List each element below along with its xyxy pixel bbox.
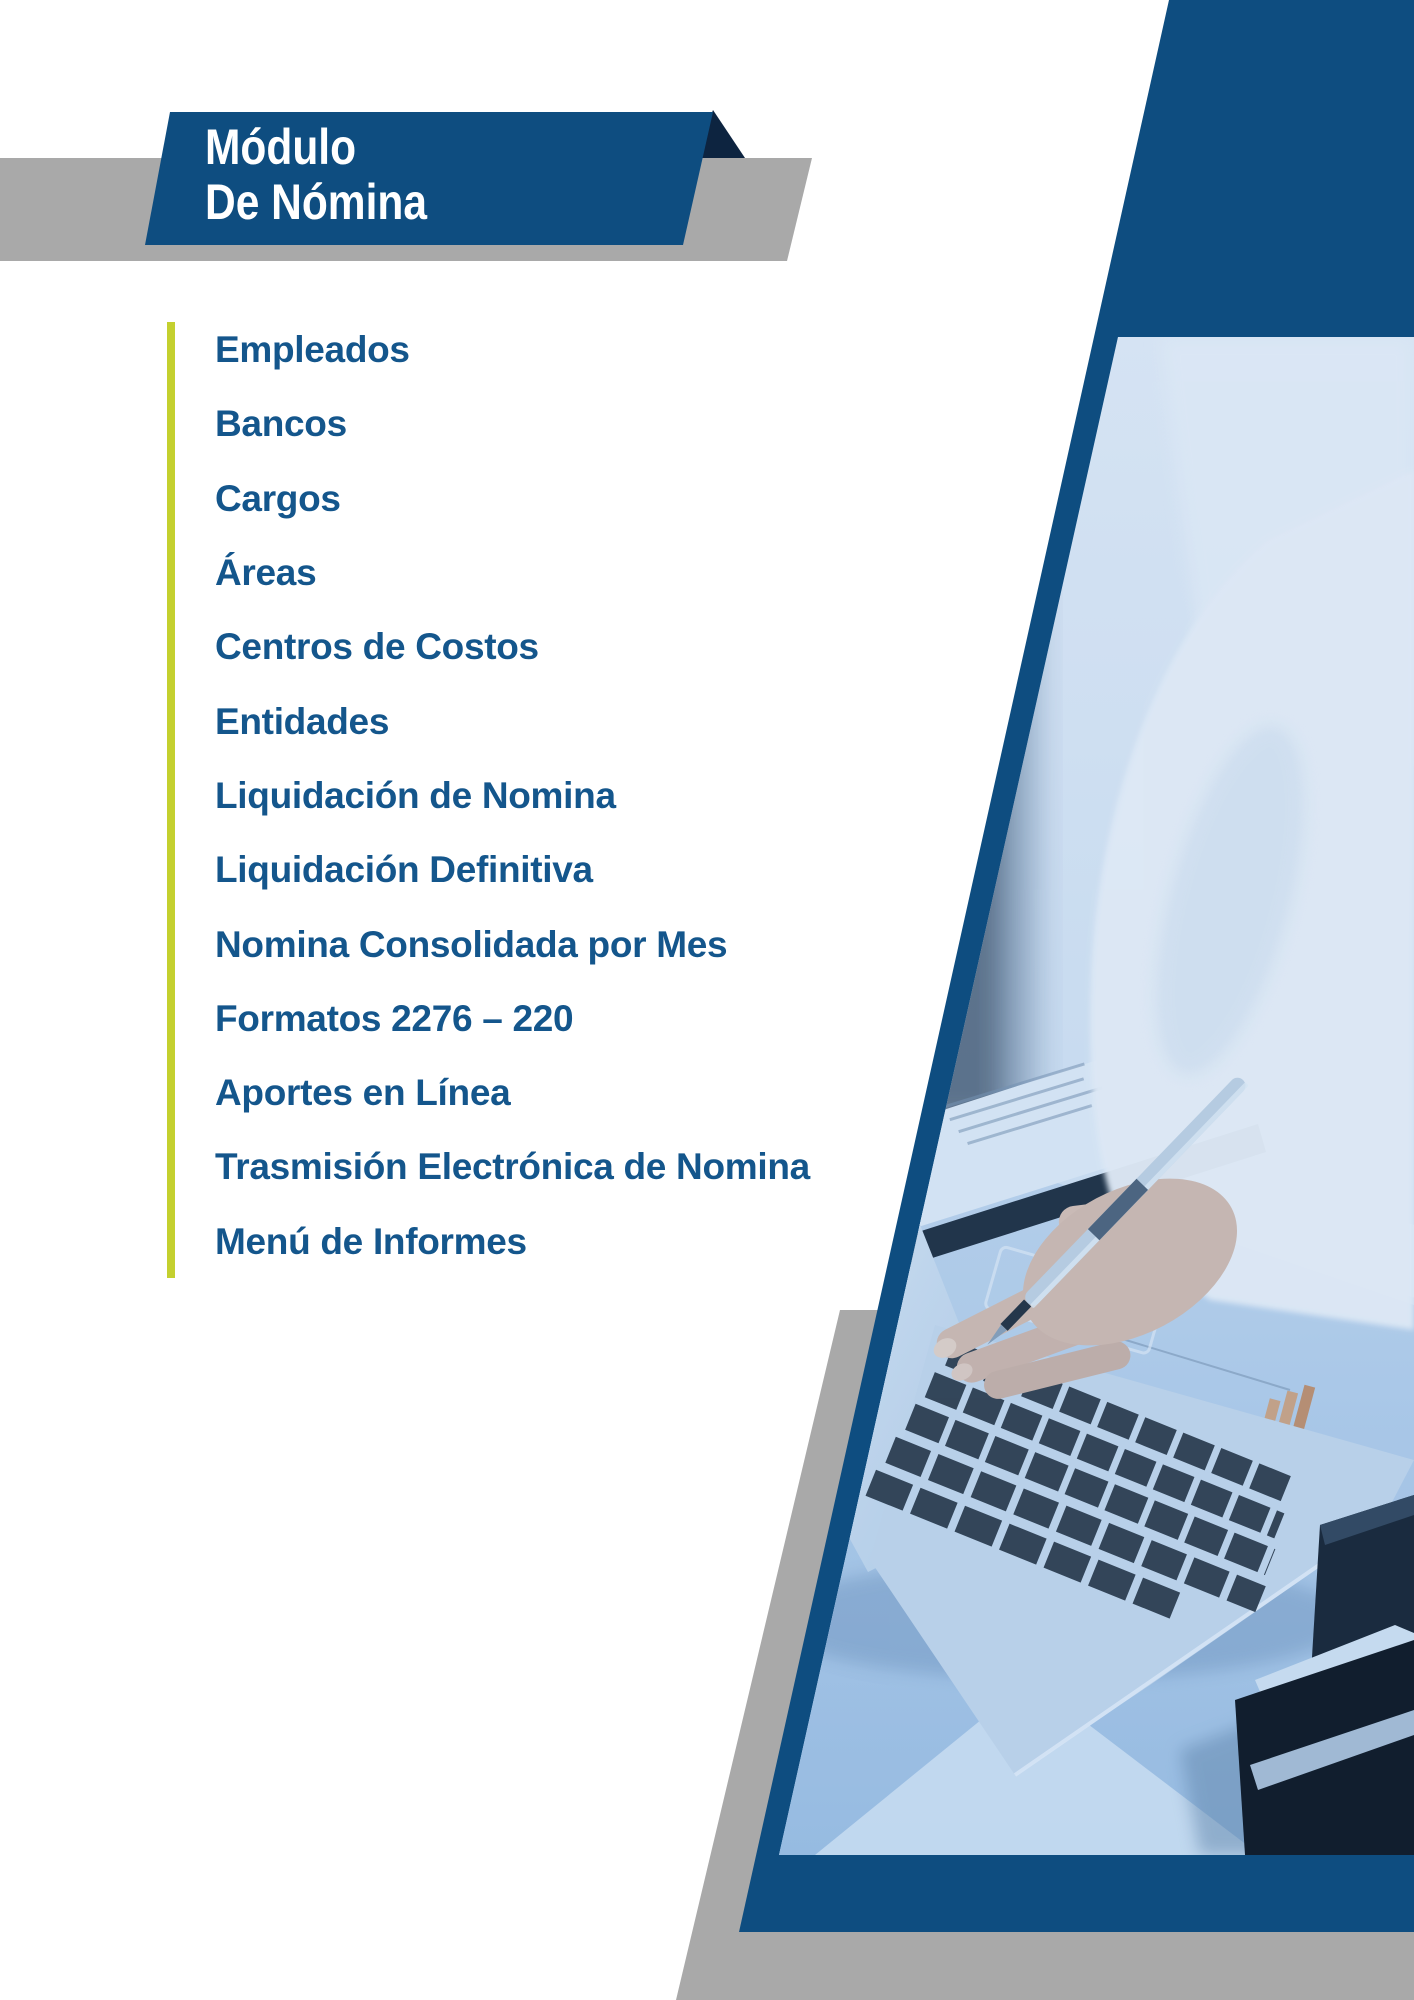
page-title-line1: Módulo (205, 119, 357, 175)
accent-line (167, 322, 175, 1278)
menu-item-cargos: Cargos (215, 477, 341, 519)
menu-item-entidades: Entidades (215, 700, 390, 742)
menu-item-centros-de-costos: Centros de Costos (215, 626, 539, 668)
menu-list (215, 313, 810, 1279)
menu-item-nomina-consolidada: Nomina Consolidada por Mes (215, 923, 728, 965)
menu-item-aportes-en-linea: Aportes en Línea (215, 1072, 511, 1114)
menu-item-trasmision-electronica: Trasmisión Electrónica de Nomina (215, 1146, 810, 1188)
page-title-line2: De Nómina (205, 174, 427, 230)
menu-item-areas: Áreas (215, 552, 317, 594)
menu-item-menu-de-informes: Menú de Informes (215, 1220, 527, 1262)
menu-item-liquidacion-de-nomina: Liquidación de Nomina (215, 774, 616, 816)
menu-item-formatos: Formatos 2276 – 220 (215, 997, 574, 1039)
menu-item-liquidacion-definitiva: Liquidación Definitiva (215, 849, 593, 891)
menu-item-empleados: Empleados (215, 329, 410, 371)
menu-item-bancos: Bancos (215, 403, 347, 445)
photo (770, 337, 1414, 1855)
page-title (205, 120, 427, 230)
photo-blue-tint (779, 337, 1414, 1855)
